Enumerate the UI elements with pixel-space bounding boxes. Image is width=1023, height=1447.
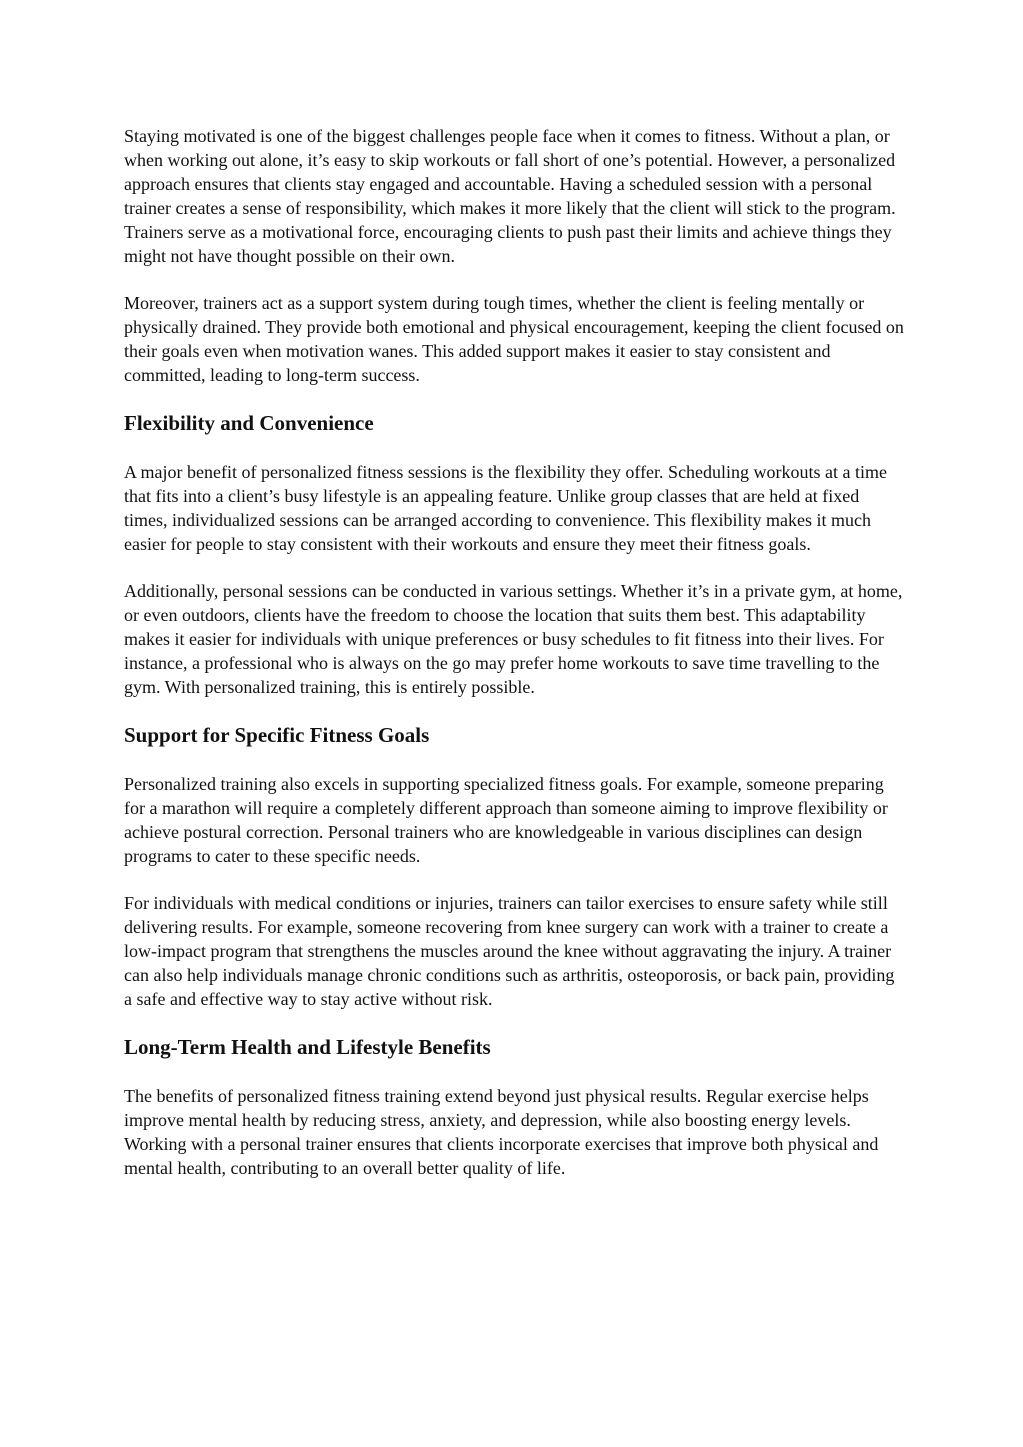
paragraph-support-system: Moreover, trainers act as a support system during tough times, whether the client is feeling mentally or physically drained. They provide both emotional and physical encouragement, keeping the client focused on their goals even when motivation wanes. This added support makes it easier to stay consistent and committed, leading to long-term success. [124, 293, 904, 385]
paragraph-flexibility: A major benefit of personalized fitness sessions is the flexibility they offer. Scheduling workouts at a time that fits into a client’s busy lifestyle is an appealing feature. Unlike group classes that are held at fixed times, individualized sessions can be arranged according to convenience. This flexibility makes it much easier for people to stay consistent with their workouts and ensure they meet their fitness goals. [124, 462, 888, 554]
paragraph-specialized-goals: Personalized training also excels in supporting specialized fitness goals. For example, someone preparing for a marathon will require a completely different approach than someone aiming to improve flexibility or achieve postural correction. Personal trainers who are knowledgeable in various disciplines can design programs to cater to these specific needs. [124, 774, 888, 866]
heading-flexibility-convenience: Flexibility and Convenience [124, 411, 374, 435]
paragraph-medical-conditions: For individuals with medical conditions or injuries, trainers can tailor exercises to ensure safety while still delivering results. For example, someone recovering from knee surgery can work with a trainer to create a low-impact program that strengthens the muscles around the knee without aggravating the injury. A trainer can also help individuals manage chronic conditions such as arthritis, osteoporosis, or back pain, providing a safe and effective way to stay active without risk. [124, 893, 895, 1009]
paragraph-long-term-benefits: The benefits of personalized fitness training extend beyond just physical results. Regular exercise helps improve mental health by reducing stress, anxiety, and depression, while also boosting energy levels. Working with a personal trainer ensures that clients incorporate exercises that improve both physical and mental health, contributing to an overall better quality of life. [124, 1086, 879, 1178]
document-page [124, 124, 904, 1203]
heading-specific-goals: Support for Specific Fitness Goals [124, 723, 430, 747]
paragraph-motivation: Staying motivated is one of the biggest challenges people face when it comes to fitness. Without a plan, or when working out alone, it’s easy to skip workouts or fall short of one’s potential. However, a personalized approach ensures that clients stay engaged and accountable. Having a scheduled session with a personal trainer creates a sense of responsibility, which makes it more likely that the client will stick to the program. Trainers serve as a motivational force, encouraging clients to push past their limits and achieve things they might not have thought possible on their own. [124, 126, 896, 266]
paragraph-settings: Additionally, personal sessions can be conducted in various settings. Whether it’s in a private gym, at home, or even outdoors, clients have the freedom to choose the location that suits them best. This adaptability makes it easier for individuals with unique preferences or busy schedules to fit fitness into their lives. For instance, a professional who is always on the go may prefer home workouts to save time travelling to the gym. With personalized training, this is entirely possible. [124, 581, 903, 697]
heading-long-term-health: Long-Term Health and Lifestyle Benefits [124, 1035, 491, 1059]
